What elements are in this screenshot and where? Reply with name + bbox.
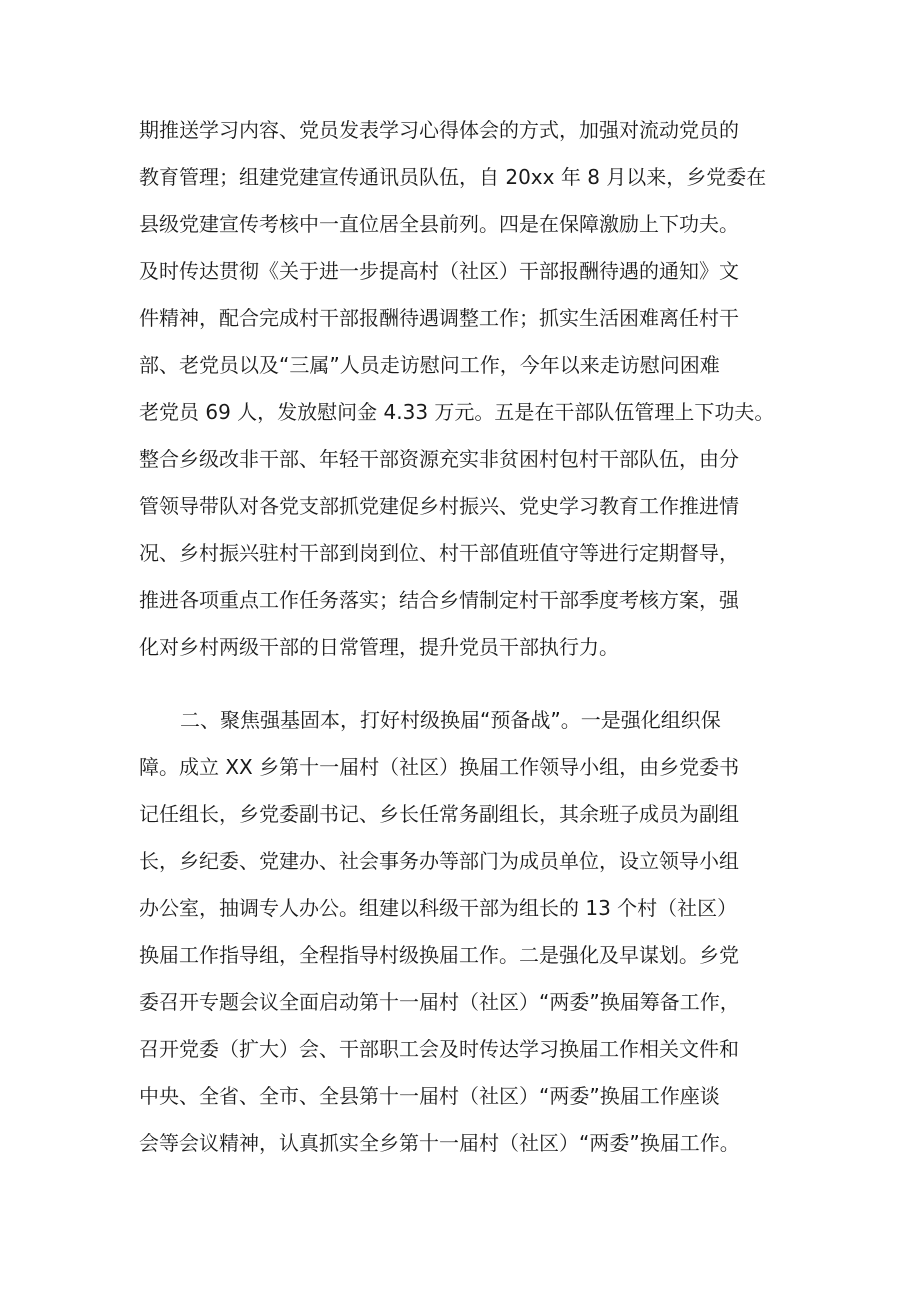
- text-line: 县级党建宣传考核中一直位居全县前列。四是在保障激励上下功夫。: [139, 212, 739, 236]
- text-line: 况、乡村振兴驻村干部到岗到位、村干部值班值守等进行定期督导，: [139, 541, 739, 565]
- text-line: 老党员 69 人，发放慰问金 4.33 万元。五是在干部队伍管理上下功夫。: [139, 400, 775, 424]
- text-line: 记任组长，乡党委副书记、乡长任常务副组长，其余班子成员为副组: [139, 802, 739, 826]
- text-line: 二、聚焦强基固本，打好村级换届“预备战”。一是强化组织保: [180, 708, 721, 732]
- text-line: 期推送学习内容、党员发表学习心得体会的方式，加强对流动党员的: [139, 118, 739, 142]
- text-line: 召开党委（扩大）会、干部职工会及时传达学习换届工作相关文件和: [139, 1037, 739, 1061]
- text-line: 件精神，配合完成村干部报酬待遇调整工作；抓实生活困难离任村干: [139, 306, 739, 330]
- text-line: 会等会议精神，认真抓实全乡第十一届村（社区）“两委”换届工作。: [139, 1131, 740, 1155]
- text-line: 中央、全省、全市、全县第十一届村（社区）“两委”换届工作座谈: [139, 1084, 720, 1108]
- text-line: 部、老党员以及“三属”人员走访慰问工作，今年以来走访慰问困难: [139, 353, 720, 377]
- text-line: 委召开专题会议全面启动第十一届村（社区）“两委”换届筹备工作，: [139, 990, 740, 1014]
- text-line: 整合乡级改非干部、年轻干部资源充实非贫困村包村干部队伍，由分: [139, 447, 739, 471]
- text-line: 推进各项重点工作任务落实；结合乡情制定村干部季度考核方案，强: [139, 588, 739, 612]
- text-line: 长，乡纪委、党建办、社会事务办等部门为成员单位，设立领导小组: [139, 849, 739, 873]
- text-line: 换届工作指导组，全程指导村级换届工作。二是强化及早谋划。乡党: [139, 943, 739, 967]
- text-line: 及时传达贯彻《关于进一步提高村（社区）干部报酬待遇的通知》文: [139, 259, 739, 283]
- text-line: 管领导带队对各党支部抓党建促乡村振兴、党史学习教育工作推进情: [139, 494, 739, 518]
- text-line: 教育管理；组建党建宣传通讯员队伍，自 20xx 年 8 月以来，乡党委在: [139, 165, 767, 189]
- text-line: 办公室，抽调专人办公。组建以科级干部为组长的 13 个村（社区）: [139, 896, 738, 920]
- text-line: 化对乡村两级干部的日常管理，提升党员干部执行力。: [139, 635, 619, 659]
- text-line: 障。成立 XX 乡第十一届村（社区）换届工作领导小组，由乡党委书: [139, 755, 740, 779]
